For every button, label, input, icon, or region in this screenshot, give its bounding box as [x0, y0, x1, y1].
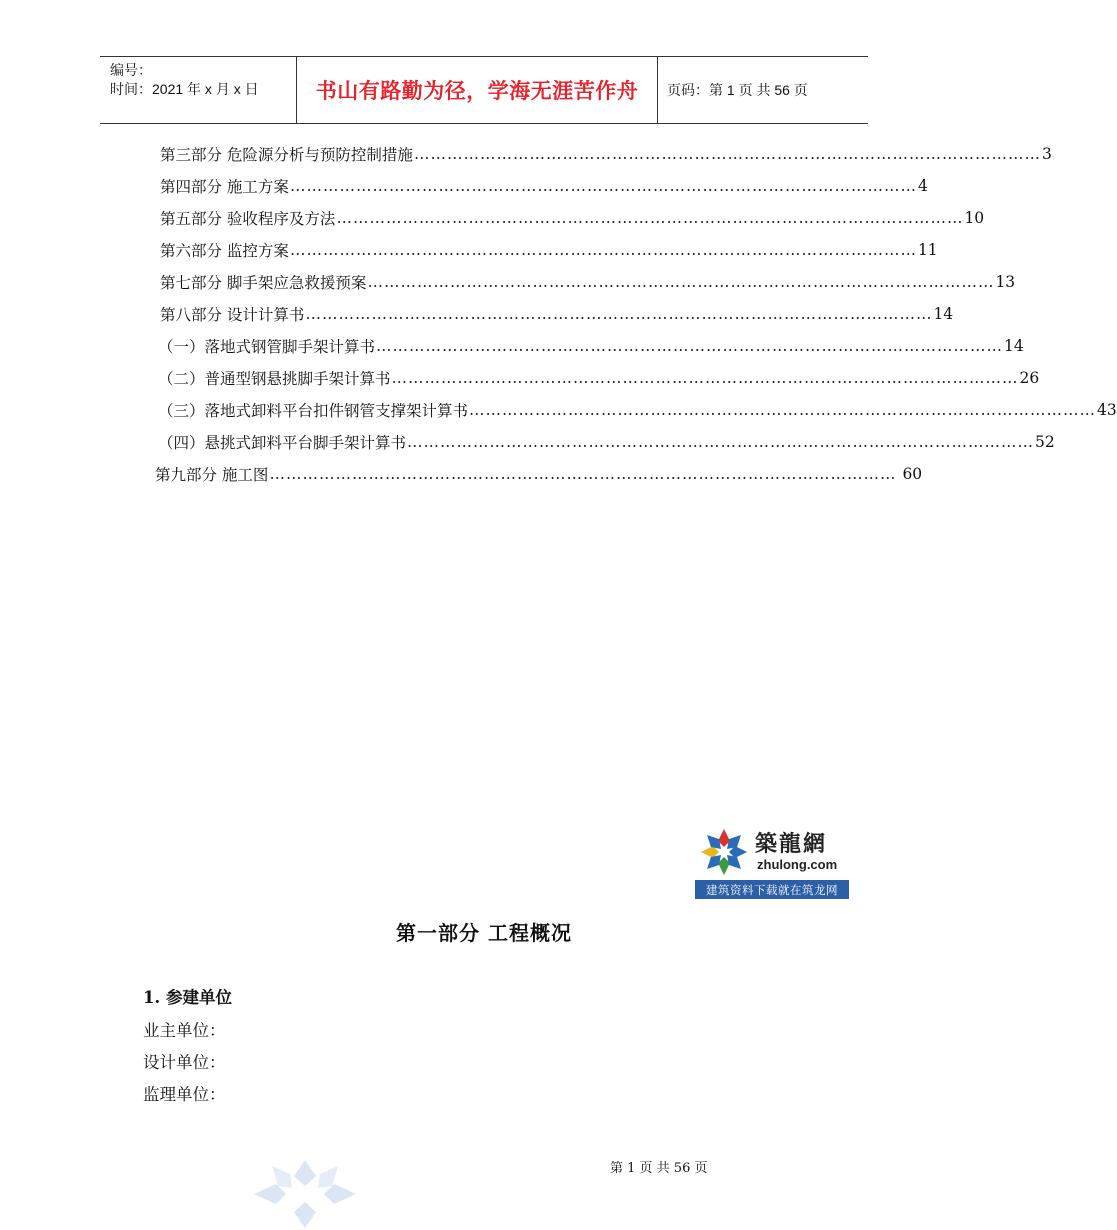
toc-entry-label: （一）落地式钢管脚手架计算书: [158, 338, 376, 356]
toc-entry-label: 第四部分 施工方案: [160, 178, 289, 196]
header-page-info: 页码：第 1 页 共 56 页: [667, 82, 808, 98]
toc-entry-label: （四）悬挑式卸料平台脚手架计算书: [158, 434, 407, 452]
logo-top: [695, 823, 849, 879]
toc-entry-page: 52: [1035, 433, 1055, 451]
zhulong-logo-mark-icon: [699, 827, 749, 877]
toc-leader-dots: ……………………………………………………………………………………………………: [336, 209, 964, 227]
toc-entry-page: 26: [1019, 369, 1040, 387]
toc-entry[interactable]: [158, 399, 1117, 421]
document-time-label: 时间：2021 年 x 月 x 日: [110, 81, 259, 97]
toc-leader-dots: ……………………………………………………………………………………………………: [269, 465, 897, 483]
toc-entry-label: 第八部分 设计计算书: [160, 306, 305, 324]
design-unit-field: 设计单位：: [143, 1053, 226, 1072]
toc-entry[interactable]: [155, 463, 923, 485]
toc-leader-dots: ……………………………………………………………………………………………………: [413, 145, 1041, 163]
toc-leader-dots: ……………………………………………………………………………………………………: [391, 369, 1019, 387]
toc-entry[interactable]: [160, 239, 938, 261]
toc-entry-page: 13: [995, 273, 1016, 291]
page-footer: 第 1 页 共 56 页: [610, 1161, 708, 1176]
toc-entry-page: 60: [902, 465, 923, 483]
toc-entry[interactable]: [160, 303, 954, 325]
logo-name-cn: 築龍網: [755, 832, 828, 857]
owner-unit-field: 业主单位：: [143, 1021, 226, 1040]
toc-leader-dots: ……………………………………………………………………………………………………: [376, 337, 1004, 355]
toc-leader-dots: ……………………………………………………………………………………………………: [289, 241, 917, 259]
toc-leader-dots: ……………………………………………………………………………………………………: [367, 273, 995, 291]
watermark-icon: [250, 1158, 360, 1230]
toc-entry-label: 第九部分 施工图: [155, 466, 269, 484]
toc-entry-label: （二）普通型钢悬挑脚手架计算书: [158, 370, 391, 388]
header-meta: [100, 57, 296, 123]
zhulong-logo: [695, 823, 849, 899]
toc-entry[interactable]: [160, 271, 1016, 293]
toc-entry-page: 10: [964, 209, 985, 227]
toc-entry-label: 第七部分 脚手架应急救援预案: [160, 274, 367, 292]
toc-entry[interactable]: [158, 431, 1055, 453]
toc-entry-page: 4: [917, 177, 928, 195]
toc-entry-page: 14: [1004, 337, 1024, 355]
toc-leader-dots: ……………………………………………………………………………………………………: [289, 177, 917, 195]
toc-entry-page: 43: [1097, 401, 1117, 419]
toc-entry-label: （三）落地式卸料平台扣件钢管支撑架计算书: [158, 402, 469, 420]
page-header: [100, 56, 868, 124]
section-title: 第一部分 工程概况: [396, 921, 572, 945]
logo-domain: zhulong.com: [757, 857, 838, 872]
toc-entry-page: 3: [1041, 145, 1052, 163]
toc-entry-label: 第六部分 监控方案: [160, 242, 289, 260]
document-number-label: 编号：: [110, 62, 152, 78]
toc-entry-page: 14: [933, 305, 954, 323]
toc-entry-page: 11: [917, 241, 938, 259]
toc-entry[interactable]: [160, 143, 1052, 165]
logo-slogan: 建筑资料下载就在筑龙网: [695, 880, 849, 899]
toc-entry[interactable]: [160, 175, 928, 197]
section-subtitle: 1. 参建单位: [143, 988, 232, 1007]
toc-entry-label: 第三部分 危险源分析与预防控制措施: [160, 146, 413, 164]
toc-leader-dots: ……………………………………………………………………………………………………: [407, 433, 1035, 451]
supervision-unit-field: 监理单位：: [143, 1085, 226, 1104]
toc-entry-label: 第五部分 验收程序及方法: [160, 210, 336, 228]
toc-entry[interactable]: [160, 207, 985, 229]
toc-leader-dots: ……………………………………………………………………………………………………: [469, 401, 1097, 419]
toc-leader-dots: ……………………………………………………………………………………………………: [305, 305, 933, 323]
toc-entry[interactable]: [158, 335, 1024, 357]
header-motto: 书山有路勤为径，学海无涯苦作舟: [296, 57, 658, 123]
toc-entry[interactable]: [158, 367, 1040, 389]
